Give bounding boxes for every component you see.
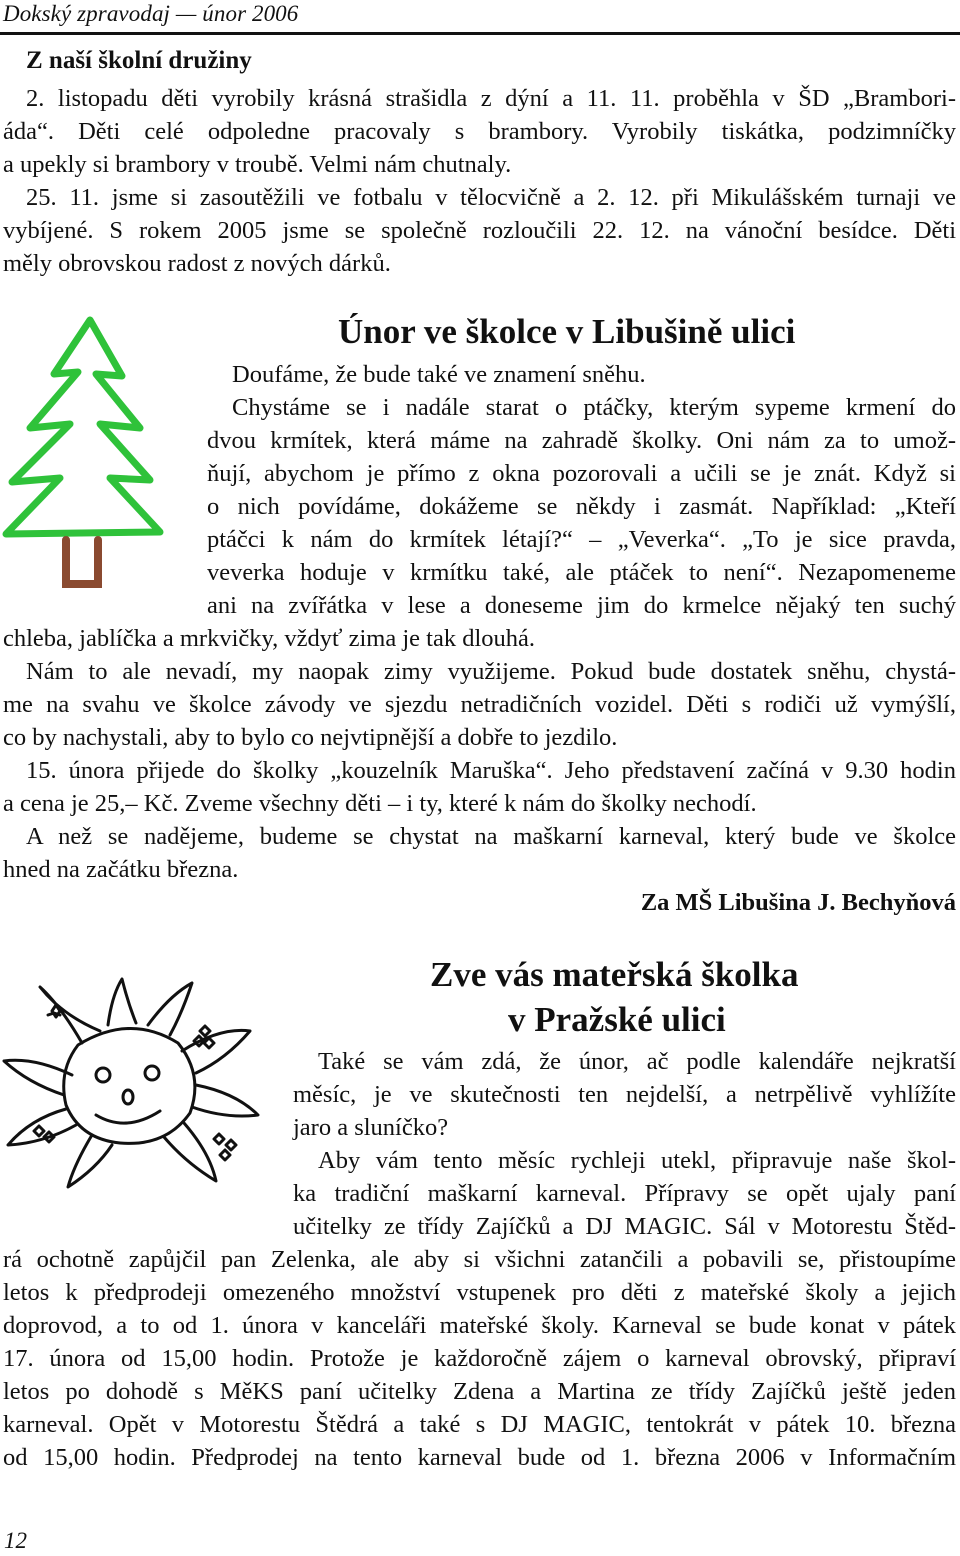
section3-title-line2: v Pražské ulici bbox=[508, 1000, 726, 1039]
section3-line-11: letos po dohodě s MěKS paní učitelky Zdena a Martina ze třídy Zajíčků ještě jeden bbox=[3, 1378, 956, 1405]
tree-drawing-icon bbox=[0, 312, 175, 592]
section2-line-1: Doufáme, že bude také ve znamení sněhu. bbox=[232, 361, 646, 388]
section3-line-7: rá ochotně zapůjčil pan Zelenka, ale aby si všichni zatančili a pobavili se, přistoupíme bbox=[3, 1246, 956, 1273]
section2-line-10: Nám to ale nevadí, my naopak zimy využijeme. Pokud bude dostatek sněhu, chystá- bbox=[26, 658, 956, 685]
section2-line-5: o nich povídáme, dokážeme se někdy i zasmát. Například: „Kteří bbox=[207, 493, 956, 520]
section3-line-10: 17. února od 15,00 hodin. Protože je každoročně zájem o karneval obrovský, připraví bbox=[3, 1345, 956, 1372]
section2-line-8: ani na zvířátka v lese a doneseme jim do krmelce nějaký ten suchý bbox=[207, 592, 956, 619]
section2-title: Únor ve školce v Libušině ulici bbox=[338, 312, 796, 351]
section3-title-line1: Zve vás mateřská školka bbox=[430, 955, 799, 994]
section3-line-1: Také se vám zdá, že únor, ač podle kalendáře nejkratší bbox=[318, 1048, 956, 1075]
section2-line-7: veverka hoduje v krmítku také, ale ptáček to není“. Nezapomeneme bbox=[207, 559, 956, 586]
section2-line-16: hned na začátku března. bbox=[3, 856, 239, 883]
section1-line-1: 2. listopadu děti vyrobily krásná strašidla z dýní a 11. 11. proběhla v ŠD „Brambori- bbox=[26, 85, 956, 112]
section2-line-3: dvou krmítek, která máme na zahradě školky. Oni nám za to umož- bbox=[207, 427, 956, 454]
section1-line-6: měly obrovskou radost z nových dárků. bbox=[3, 250, 391, 277]
page-header bbox=[0, 0, 960, 35]
section2-line-14: a cena je 25,– Kč. Zveme všechny děti – i ty, které k nám do školky nechodí. bbox=[3, 790, 757, 817]
section2-line-2: Chystáme se i nadále starat o ptáčky, kterým sypeme krmení do bbox=[232, 394, 956, 421]
section2-line-4: ňují, abychom je přímo z okna pozorovali a učili se je znát. Když si bbox=[207, 460, 956, 487]
section3-line-9: doprovod, a to od 1. února v kanceláři mateřské školy. Karneval se bude konat v pátek bbox=[3, 1312, 956, 1339]
section2-line-9: chleba, jablíčka a mrkvičky, vždyť zima je tak dlouhá. bbox=[3, 625, 536, 652]
section3-line-4: Aby vám tento měsíc rychleji utekl, připravuje naše škol- bbox=[318, 1147, 956, 1174]
section3-line-8: letos k předprodeji omezeného množství vstupenek pro děti z mateřské školy a jejich bbox=[3, 1279, 956, 1306]
section3-line-6: učitelky ze třídy Zajíčků a DJ MAGIC. Sál v Motorestu Štěd- bbox=[293, 1213, 956, 1240]
section1-line-4: 25. 11. jsme si zasoutěžili ve fotbalu v tělocvičně a 2. 12. při Mikulášském turnaji ve bbox=[26, 184, 956, 211]
section1-line-5: vybíjené. S rokem 2005 jsme se společně rozloučili 22. 12. na vánoční besídce. Děti bbox=[3, 217, 956, 244]
section2-line-13: 15. února přijede do školky „kouzelník Maruška“. Jeho představení začíná v 9.30 hodin bbox=[26, 757, 956, 784]
section3-line-3: jaro a sluníčko? bbox=[293, 1114, 449, 1141]
section3-line-12: karneval. Opět v Motorestu Štědrá a také s DJ MAGIC, tentokrát v pátek 10. března bbox=[3, 1411, 956, 1438]
section2-line-12: co by nachystali, aby to bylo co nejvtipnější a dobře to jezdilo. bbox=[3, 724, 618, 751]
section1-heading: Z naší školní družiny bbox=[26, 47, 252, 74]
section2-line-6: ptáčci k nám do krmítek létají?“ – „Veverka“. „To je sice pravda, bbox=[207, 526, 956, 553]
section1-line-2: áda“. Děti celé odpoledne pracovaly s brambory. Vyrobily tiskátka, podzimníčky bbox=[3, 118, 956, 145]
header-title: Dokský zpravodaj — únor 2006 bbox=[3, 1, 299, 26]
sun-drawing-icon bbox=[0, 975, 265, 1190]
section3-line-5: ka tradiční maškarní karneval. Přípravy se opět ujaly paní bbox=[293, 1180, 956, 1207]
page-number: 12 bbox=[4, 1528, 27, 1553]
section3-line-2: měsíc, je ve skutečnosti ten nejdelší, a netrpělivě vyhlížíte bbox=[293, 1081, 956, 1108]
section2-signature: Za MŠ Libušina J. Bechyňová bbox=[640, 889, 956, 916]
section3-line-13: od 15,00 hodin. Předprodej na tento karneval bude od 1. března 2006 v Informačním bbox=[3, 1444, 956, 1471]
section1-line-3: a upekly si brambory v troubě. Velmi nám chutnaly. bbox=[3, 151, 512, 178]
section2-line-11: me na svahu ve školce závody ve sjezdu netradičních vozidel. Děti s rodiči už vymýšlí, bbox=[3, 691, 956, 718]
section2-line-15: A než se nadějeme, budeme se chystat na maškarní karneval, který bude ve školce bbox=[26, 823, 956, 850]
